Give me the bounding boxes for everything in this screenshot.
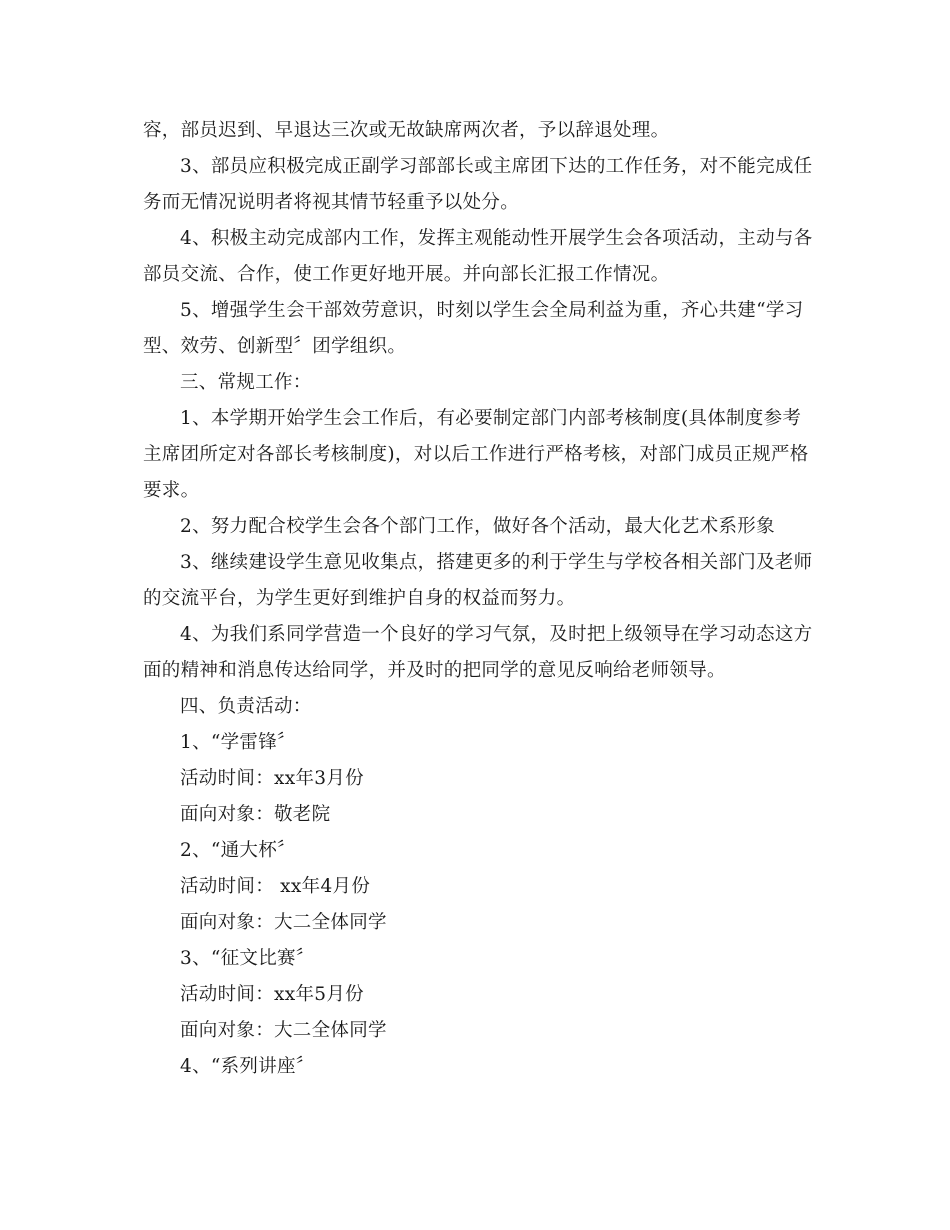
paragraph-line: 2、努力配合校学生会各个部门工作，做好各个活动，最大化艺术系形象 <box>180 516 775 537</box>
activity-title: 3、“征文比赛〞 <box>180 948 315 969</box>
document-body <box>143 113 815 1085</box>
paragraph-line: 3、继续建设学生意见收集点，搭建更多的利于学生与学校各相关部门及老师 <box>180 552 813 573</box>
activity-audience: 面向对象：大二全体同学 <box>180 912 387 933</box>
paragraph-line: 1、本学期开始学生会工作后，有必要制定部门内部考核制度(具体制度参考 <box>180 408 802 429</box>
paragraph-line: 的交流平台，为学生更好到维护自身的权益而努力。 <box>143 588 576 609</box>
section-heading: 四、负责活动： <box>180 696 312 717</box>
paragraph-line: 面的精神和消息传达给同学，并及时的把同学的意见反响给老师领导。 <box>143 660 726 681</box>
paragraph-line: 5、增强学生会干部效劳意识，时刻以学生会全局利益为重，齐心共建“学习 <box>180 300 804 321</box>
paragraph-line: 4、积极主动完成部内工作，发挥主观能动性开展学生会各项活动，主动与各 <box>180 228 813 249</box>
activity-audience: 面向对象：敬老院 <box>180 804 331 825</box>
paragraph-line: 4、为我们系同学营造一个良好的学习气氛，及时把上级领导在学习动态这方 <box>180 624 813 645</box>
activity-title: 4、“系列讲座〞 <box>180 1056 315 1077</box>
paragraph-line: 要求。 <box>143 480 200 501</box>
paragraph-line: 部员交流、合作，使工作更好地开展。并向部长汇报工作情况。 <box>143 264 670 285</box>
activity-time: 活动时间：xx年3月份 <box>180 768 364 789</box>
paragraph-line: 主席团所定对各部长考核制度)，对以后工作进行严格考核，对部门成员正规严格 <box>143 444 809 465</box>
paragraph-line: 型、效劳、创新型〞团学组织。 <box>143 336 407 357</box>
activity-audience: 面向对象：大二全体同学 <box>180 1020 387 1041</box>
paragraph-line: 3、部员应积极完成正副学习部部长或主席团下达的工作任务，对不能完成任 <box>180 156 813 177</box>
section-heading: 三、常规工作： <box>180 372 312 393</box>
activity-title: 1、“学雷锋〞 <box>180 732 296 753</box>
paragraph-line: 务而无情况说明者将视其情节轻重予以处分。 <box>143 192 520 213</box>
activity-time: 活动时间： xx年4月份 <box>180 876 371 897</box>
paragraph-line: 容，部员迟到、早退达三次或无故缺席两次者，予以辞退处理。 <box>143 120 670 141</box>
activity-time: 活动时间：xx年5月份 <box>180 984 364 1005</box>
activity-title: 2、“通大杯〞 <box>180 840 296 861</box>
